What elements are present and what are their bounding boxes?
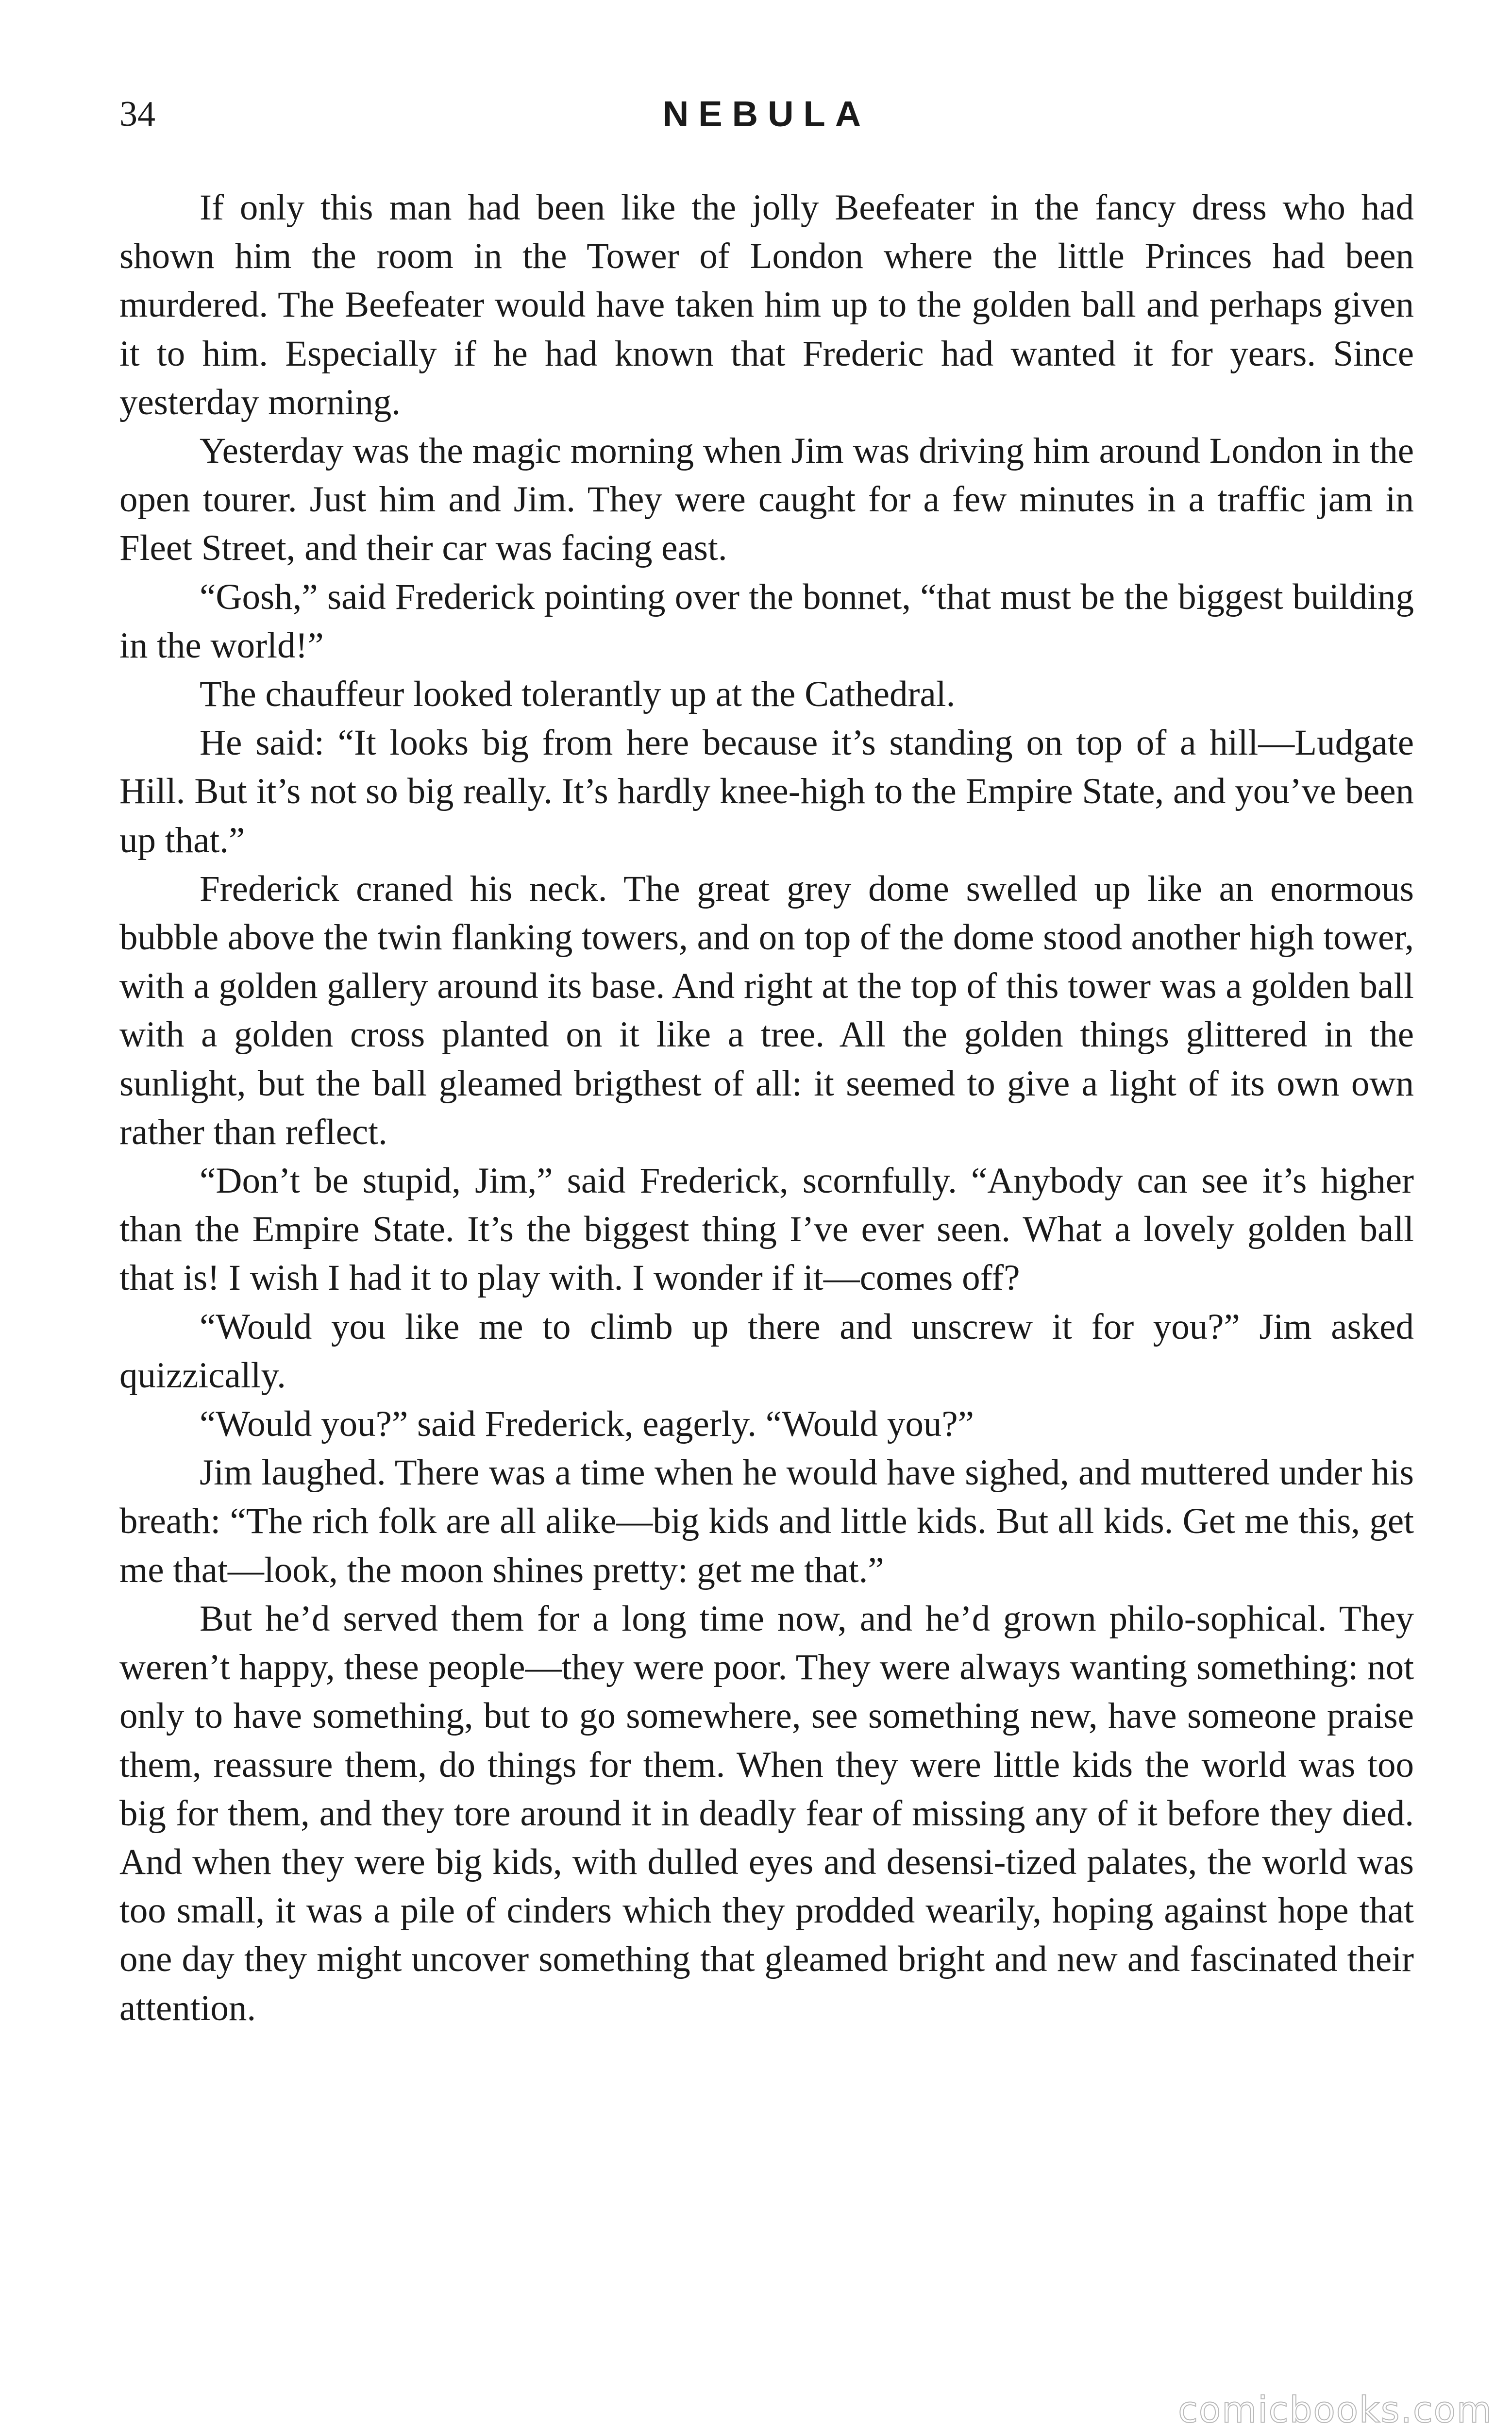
paragraph: “Don’t be stupid, Jim,” said Frederick, scornfully. “Anybody can see it’s higher than the Empire State. It’s the biggest thing I’ve ever seen. What a lovely golden ball that is! I wish I had it to play with. I wonder if it—comes off?: [119, 1161, 1414, 1298]
page-header: [119, 87, 1414, 141]
running-title: NEBULA: [662, 94, 871, 134]
paragraph: Yesterday was the magic morning when Jim was driving him around London in the open tourer. Just him and Jim. They were caught for a few minutes in a traffic jam in Fleet Street, and their car was facing east.: [119, 431, 1414, 569]
paragraph: But he’d served them for a long time now, and he’d grown philo-sophical. They weren’t happy, these people—they were poor. They were always wanting something: not only to have something, but to go somewhere, see something new, have someone praise them, reassure them, do things for them. When they were little kids the world was too big for them, and they tore around it in deadly fear of missing any of it before they died. And when they were big kids, with dulled eyes and desensi-tized palates, the world was too small, it was a pile of cinders which they prodded wearily, hoping against hope that one day they might uncover something that gleamed bright and new and fascinated their attention.: [119, 1598, 1414, 2028]
paragraph: He said: “It looks big from here because it’s standing on top of a hill—Ludgate Hill. But it’s not so big really. It’s hardly knee-high to the Empire State, and you’ve been up that.”: [119, 723, 1414, 860]
body-text: [119, 184, 1414, 2033]
paragraph: “Would you?” said Frederick, eagerly. “Would you?”: [200, 1404, 974, 1445]
paragraph: Jim laughed. There was a time when he would have sighed, and muttered under his breath: “The rich folk are all alike—big kids and little kids. But all kids. Get me this, get me that—look, the moon shines pretty: get me that.”: [119, 1452, 1414, 1590]
paragraph: Frederick craned his neck. The great grey dome swelled up like an enormous bubble above the twin flanking towers, and on top of the dome stood another high tower, with a golden gallery around its base. And right at the top of this tower was a golden ball with a golden cross planted on it like a tree. All the golden things glittered in the sunlight, but the ball gleamed brigthest of all: it seemed to give a light of its own own rather than reflect.: [119, 868, 1414, 1152]
paragraph: “Would you like me to climb up there and unscrew it for you?” Jim asked quizzically.: [119, 1306, 1414, 1396]
paragraph: If only this man had been like the jolly Beefeater in the fancy dress who had shown him the room in the Tower of London where the little Princes had been murdered. The Beefeater would have taken him up to the golden ball and perhaps given it to him. Especially if he had known that Frederic had wanted it for years. Since yesterday morning.: [119, 187, 1414, 422]
paragraph: The chauffeur looked tolerantly up at the Cathedral.: [200, 674, 956, 715]
paragraph: “Gosh,” said Frederick pointing over the bonnet, “that must be the biggest building in the world!”: [119, 576, 1414, 666]
page-number: 34: [119, 94, 155, 134]
watermark: comicbooks.com: [1178, 2389, 1493, 2428]
